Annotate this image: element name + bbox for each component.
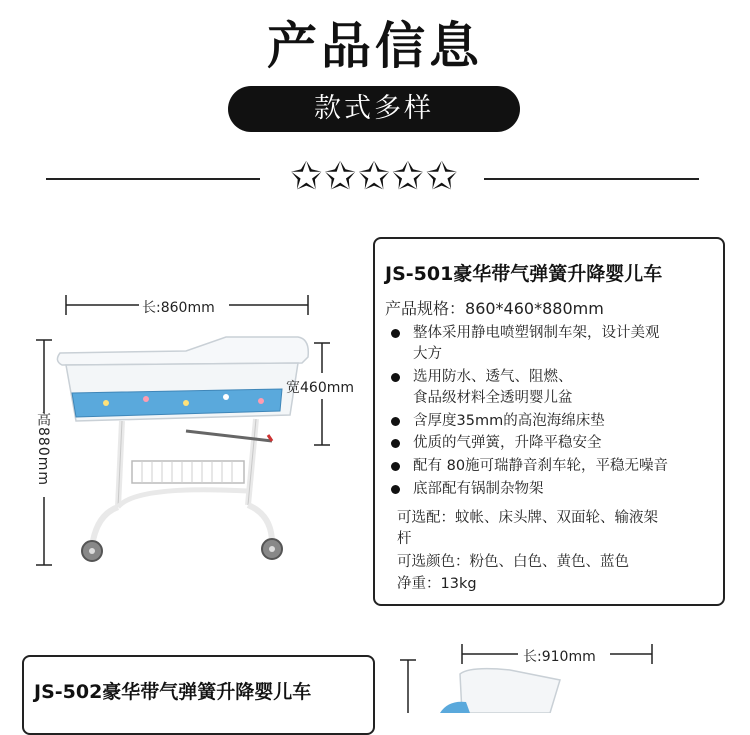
- product1-colors: 可选颜色：粉色、白色、黄色、蓝色: [397, 554, 629, 570]
- feature-item: [391, 367, 721, 409]
- feature-text: 选用防水、透气、阻燃、 食品级材料全透明婴儿盆: [413, 369, 573, 406]
- bullet-icon: [391, 439, 400, 448]
- product2-dimension-length-label: 长:910mm: [523, 649, 596, 665]
- product1-options: 可选配：蚊帐、床头牌、双面轮、输液架 杆: [397, 510, 658, 547]
- subtitle-pill: 款式多样: [228, 86, 520, 132]
- feature-text: 底部配有锅制杂物架: [413, 481, 544, 497]
- bullet-icon: [391, 462, 400, 471]
- product1-card: [373, 237, 725, 606]
- product1-title: JS-501豪华带气弹簧升降婴儿车: [385, 263, 663, 285]
- dimension-width-label: 宽460mm: [286, 380, 354, 396]
- star-rating-icons: ✩✩✩✩✩: [290, 154, 460, 198]
- dimension-height-label: 高880mm: [35, 412, 51, 486]
- bullet-icon: [391, 417, 400, 426]
- product1-illustration: [36, 285, 376, 585]
- dimension-length-label: 长:860mm: [142, 300, 215, 316]
- feature-item: [391, 323, 721, 365]
- divider-left: [46, 178, 260, 180]
- bullet-icon: [391, 329, 400, 338]
- bullet-icon: [391, 485, 400, 494]
- feature-text: 整体采用静电喷塑钢制车架，设计美观 大方: [413, 325, 660, 362]
- bassinet-image: [36, 285, 376, 585]
- bullet-icon: [391, 373, 400, 382]
- feature-item: [391, 433, 721, 454]
- feature-text: 优质的气弹簧，升降平稳安全: [413, 435, 602, 451]
- feature-item: [391, 479, 721, 500]
- divider-right: [484, 178, 699, 180]
- spec-value: 860*460*880mm: [465, 299, 604, 318]
- product2-card: [22, 655, 375, 735]
- feature-item: [391, 456, 721, 477]
- product1-spec: [385, 296, 604, 319]
- product2-title: JS-502豪华带气弹簧升降婴儿车: [34, 681, 312, 703]
- spec-label: 产品规格：: [385, 299, 466, 318]
- feature-item: [391, 411, 721, 432]
- feature-text: 含厚度35mm的高泡海绵床垫: [413, 413, 605, 429]
- feature-text: 配有 80施可瑞静音刹车轮，平稳无噪音: [413, 458, 669, 474]
- product1-weight: 净重：13kg: [397, 576, 477, 592]
- section-title: 产品信息: [267, 17, 483, 75]
